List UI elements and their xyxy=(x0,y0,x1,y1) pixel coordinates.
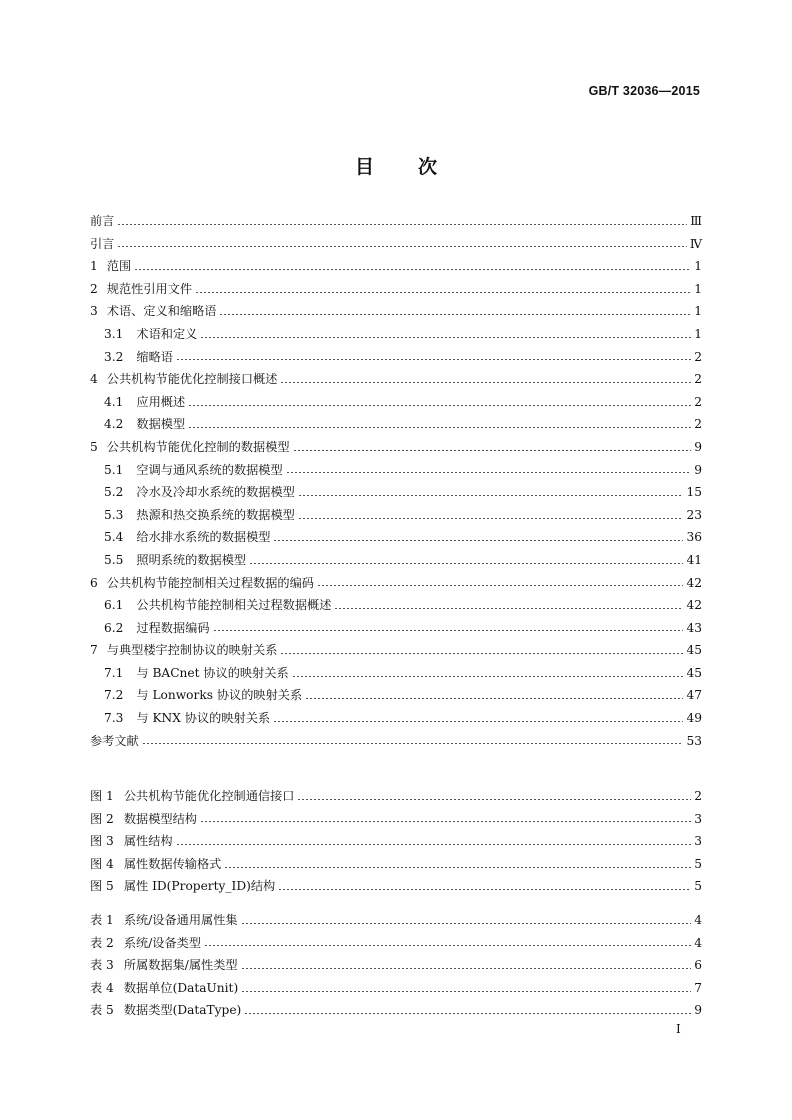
entry-title: 规范性引用文件 xyxy=(106,281,193,296)
toc-entry[interactable] xyxy=(90,911,702,934)
dot-leader xyxy=(273,540,683,541)
dot-leader xyxy=(334,608,683,609)
entry-number: 7.2 xyxy=(104,688,124,703)
toc-entry[interactable] xyxy=(90,325,702,348)
entry-number: 5.1 xyxy=(104,462,124,477)
toc-entry[interactable] xyxy=(90,348,702,371)
dot-leader xyxy=(224,867,691,868)
entry-title: 引言 xyxy=(90,236,115,251)
entry-page: 45 xyxy=(686,665,702,680)
entry-number: 3.1 xyxy=(104,326,124,341)
entry-title: 过程数据编码 xyxy=(136,620,210,635)
entry-title: 数据模型 xyxy=(136,417,186,432)
toc-entry[interactable] xyxy=(90,302,702,325)
entry-title: 空调与通风系统的数据模型 xyxy=(136,462,283,477)
toc-entry[interactable] xyxy=(90,810,702,833)
list-of-figures xyxy=(90,787,702,900)
entry-page: 9 xyxy=(694,439,702,454)
toc-entry[interactable] xyxy=(90,393,702,416)
toc-entry[interactable] xyxy=(90,686,702,709)
dot-leader xyxy=(204,945,691,946)
entry-number: 图 1 xyxy=(90,789,114,803)
entry-page: 3 xyxy=(694,834,702,849)
toc-entry[interactable] xyxy=(90,235,702,258)
entry-title: 缩略语 xyxy=(136,349,173,364)
entry-page: 43 xyxy=(686,620,702,635)
toc-entry[interactable] xyxy=(90,956,702,979)
toc-entry[interactable] xyxy=(90,1001,702,1024)
entry-number: 3 xyxy=(90,304,98,319)
entry-number: 5.4 xyxy=(104,530,124,545)
entry-number: 6 xyxy=(90,575,98,590)
entry-title: 应用概述 xyxy=(136,394,186,409)
dot-leader xyxy=(241,991,691,992)
dot-leader xyxy=(292,676,684,677)
entry-number: 6.2 xyxy=(104,620,124,635)
entry-title: 与 BACnet 协议的映射关系 xyxy=(136,665,289,680)
entry-title: 公共机构节能优化控制通信接口 xyxy=(123,789,295,803)
entry-page: 45 xyxy=(686,643,702,658)
toc-entry[interactable] xyxy=(90,877,702,900)
entry-page: 6 xyxy=(694,958,702,973)
page-folio: I xyxy=(676,1022,681,1036)
entry-title: 公共机构节能控制相关过程数据的编码 xyxy=(106,575,314,590)
entry-number: 7.1 xyxy=(104,665,124,680)
entry-title: 参考文献 xyxy=(90,733,139,748)
entry-number: 7 xyxy=(90,643,98,658)
page-title: 目次 xyxy=(354,156,481,178)
entry-page: 5 xyxy=(694,856,702,871)
entry-title: 数据模型结构 xyxy=(123,811,197,826)
toc-entry[interactable] xyxy=(90,855,702,878)
dot-leader xyxy=(278,889,691,890)
entry-title: 与 KNX 协议的映射关系 xyxy=(136,711,271,726)
toc-entry[interactable] xyxy=(90,934,702,957)
entry-number: 6.1 xyxy=(104,598,124,613)
entry-title: 数据单位(DataUnit) xyxy=(123,980,239,995)
entry-number: 2 xyxy=(90,281,98,296)
entry-page: 2 xyxy=(694,349,702,364)
dot-leader xyxy=(213,630,684,631)
entry-page: 7 xyxy=(694,980,702,995)
dot-leader xyxy=(297,799,691,800)
entry-page: 42 xyxy=(686,575,702,590)
entry-page: 4 xyxy=(694,935,702,950)
entry-page: 49 xyxy=(686,711,702,726)
entry-page: 42 xyxy=(686,598,702,613)
list-of-tables xyxy=(90,911,702,1024)
dot-leader xyxy=(142,743,684,744)
entry-number: 图 5 xyxy=(90,879,114,894)
dot-leader xyxy=(273,721,683,722)
toc-entry[interactable] xyxy=(90,787,702,810)
entry-page: 1 xyxy=(694,326,702,341)
entry-title: 所属数据集/属性类型 xyxy=(123,958,238,973)
toc-entry[interactable] xyxy=(90,506,702,529)
entry-page: 2 xyxy=(694,394,702,409)
dot-leader xyxy=(200,821,691,822)
toc-entry[interactable] xyxy=(90,370,702,393)
toc-entry[interactable] xyxy=(90,438,702,461)
dot-leader xyxy=(176,844,691,845)
entry-page: 2 xyxy=(694,417,702,432)
entry-page: Ⅳ xyxy=(689,236,702,251)
entry-page: Ⅲ xyxy=(690,214,702,228)
dot-leader xyxy=(305,698,683,699)
entry-title: 公共机构节能控制相关过程数据概述 xyxy=(136,598,332,613)
toc-entry[interactable] xyxy=(90,551,702,574)
dot-leader xyxy=(134,269,691,270)
toc-entry[interactable] xyxy=(90,596,702,619)
entry-number: 图 4 xyxy=(90,856,114,871)
entry-page: 2 xyxy=(694,789,702,803)
entry-page: 1 xyxy=(694,304,702,319)
toc-entry[interactable] xyxy=(90,257,702,280)
entry-number: 5.5 xyxy=(104,552,124,567)
entry-title: 系统/设备类型 xyxy=(123,935,202,950)
toc-entry[interactable] xyxy=(90,415,702,438)
entry-page: 2 xyxy=(694,372,702,387)
dot-leader xyxy=(317,585,684,586)
entry-title: 术语和定义 xyxy=(136,326,198,341)
entry-number: 5 xyxy=(90,439,98,454)
entry-number: 5.2 xyxy=(104,485,124,500)
entry-number: 表 1 xyxy=(90,913,114,927)
entry-number: 1 xyxy=(90,259,98,274)
entry-page: 53 xyxy=(686,733,702,748)
entry-number: 图 2 xyxy=(90,811,114,826)
entry-title: 热源和热交换系统的数据模型 xyxy=(136,507,295,522)
entry-number: 4.1 xyxy=(104,394,124,409)
toc-entry[interactable] xyxy=(90,979,702,1002)
toc-entry[interactable] xyxy=(90,732,702,755)
entry-number: 表 4 xyxy=(90,980,114,995)
dot-leader xyxy=(286,472,691,473)
entry-page: 1 xyxy=(694,281,702,296)
dot-leader xyxy=(200,337,691,338)
entry-title: 冷水及冷却水系统的数据模型 xyxy=(136,485,295,500)
toc-entry[interactable] xyxy=(90,709,702,732)
entry-title: 前言 xyxy=(90,214,115,228)
toc-entry[interactable] xyxy=(90,528,702,551)
entry-title: 与 Lonworks 协议的映射关系 xyxy=(136,688,303,703)
standard-code: GB/T 32036—2015 xyxy=(588,84,700,98)
entry-title: 给水排水系统的数据模型 xyxy=(136,530,271,545)
entry-number: 7.3 xyxy=(104,711,124,726)
toc-entry[interactable] xyxy=(90,619,702,642)
entry-page: 15 xyxy=(686,485,702,500)
entry-title: 属性 ID(Property_ID)结构 xyxy=(123,879,276,894)
toc-entry[interactable] xyxy=(90,461,702,484)
dot-leader xyxy=(195,292,691,293)
entry-number: 4.2 xyxy=(104,417,124,432)
entry-title: 公共机构节能优化控制的数据模型 xyxy=(106,439,290,454)
dot-leader xyxy=(249,563,683,564)
entry-page: 9 xyxy=(694,462,702,477)
entry-number: 表 2 xyxy=(90,935,114,950)
entry-page: 36 xyxy=(686,530,702,545)
entry-title: 范围 xyxy=(106,259,132,274)
entry-page: 4 xyxy=(694,913,702,927)
entry-title: 公共机构节能优化控制接口概述 xyxy=(106,372,278,387)
toc-entry[interactable] xyxy=(90,212,702,235)
entry-title: 术语、定义和缩略语 xyxy=(106,304,217,319)
dot-leader xyxy=(188,427,691,428)
entry-number: 4 xyxy=(90,372,98,387)
entry-title: 系统/设备通用属性集 xyxy=(123,913,238,927)
dot-leader xyxy=(244,1013,691,1014)
dot-leader xyxy=(219,314,691,315)
entry-title: 属性结构 xyxy=(123,834,173,849)
dot-leader xyxy=(298,495,684,496)
entry-page: 47 xyxy=(686,688,702,703)
dot-leader xyxy=(117,246,686,247)
dot-leader xyxy=(280,382,691,383)
entry-number: 5.3 xyxy=(104,507,124,522)
dot-leader xyxy=(241,968,691,969)
dot-leader xyxy=(176,359,691,360)
entry-page: 1 xyxy=(694,259,702,274)
toc-entry[interactable] xyxy=(90,483,702,506)
toc-entry[interactable] xyxy=(90,641,702,664)
dot-leader xyxy=(241,923,691,924)
entry-page: 3 xyxy=(694,811,702,826)
entry-number: 图 3 xyxy=(90,834,114,849)
entry-page: 23 xyxy=(686,507,702,522)
entry-title: 数据类型(DataType) xyxy=(123,1003,242,1018)
entry-title: 属性数据传输格式 xyxy=(123,856,222,871)
dot-leader xyxy=(117,224,687,225)
table-of-contents xyxy=(90,212,702,754)
entry-number: 表 5 xyxy=(90,1003,114,1018)
entry-page: 9 xyxy=(694,1003,702,1018)
toc-entry[interactable] xyxy=(90,832,702,855)
entry-page: 41 xyxy=(686,552,702,567)
entry-title: 照明系统的数据模型 xyxy=(136,552,247,567)
entry-number: 表 3 xyxy=(90,958,114,973)
dot-leader xyxy=(293,450,691,451)
entry-number: 3.2 xyxy=(104,349,124,364)
dot-leader xyxy=(188,405,691,406)
toc-entry[interactable] xyxy=(90,280,702,303)
dot-leader xyxy=(298,518,684,519)
toc-entry[interactable] xyxy=(90,664,702,687)
entry-page: 5 xyxy=(694,879,702,894)
toc-entry[interactable] xyxy=(90,574,702,597)
entry-title: 与典型楼宇控制协议的映射关系 xyxy=(106,643,278,658)
dot-leader xyxy=(280,653,683,654)
